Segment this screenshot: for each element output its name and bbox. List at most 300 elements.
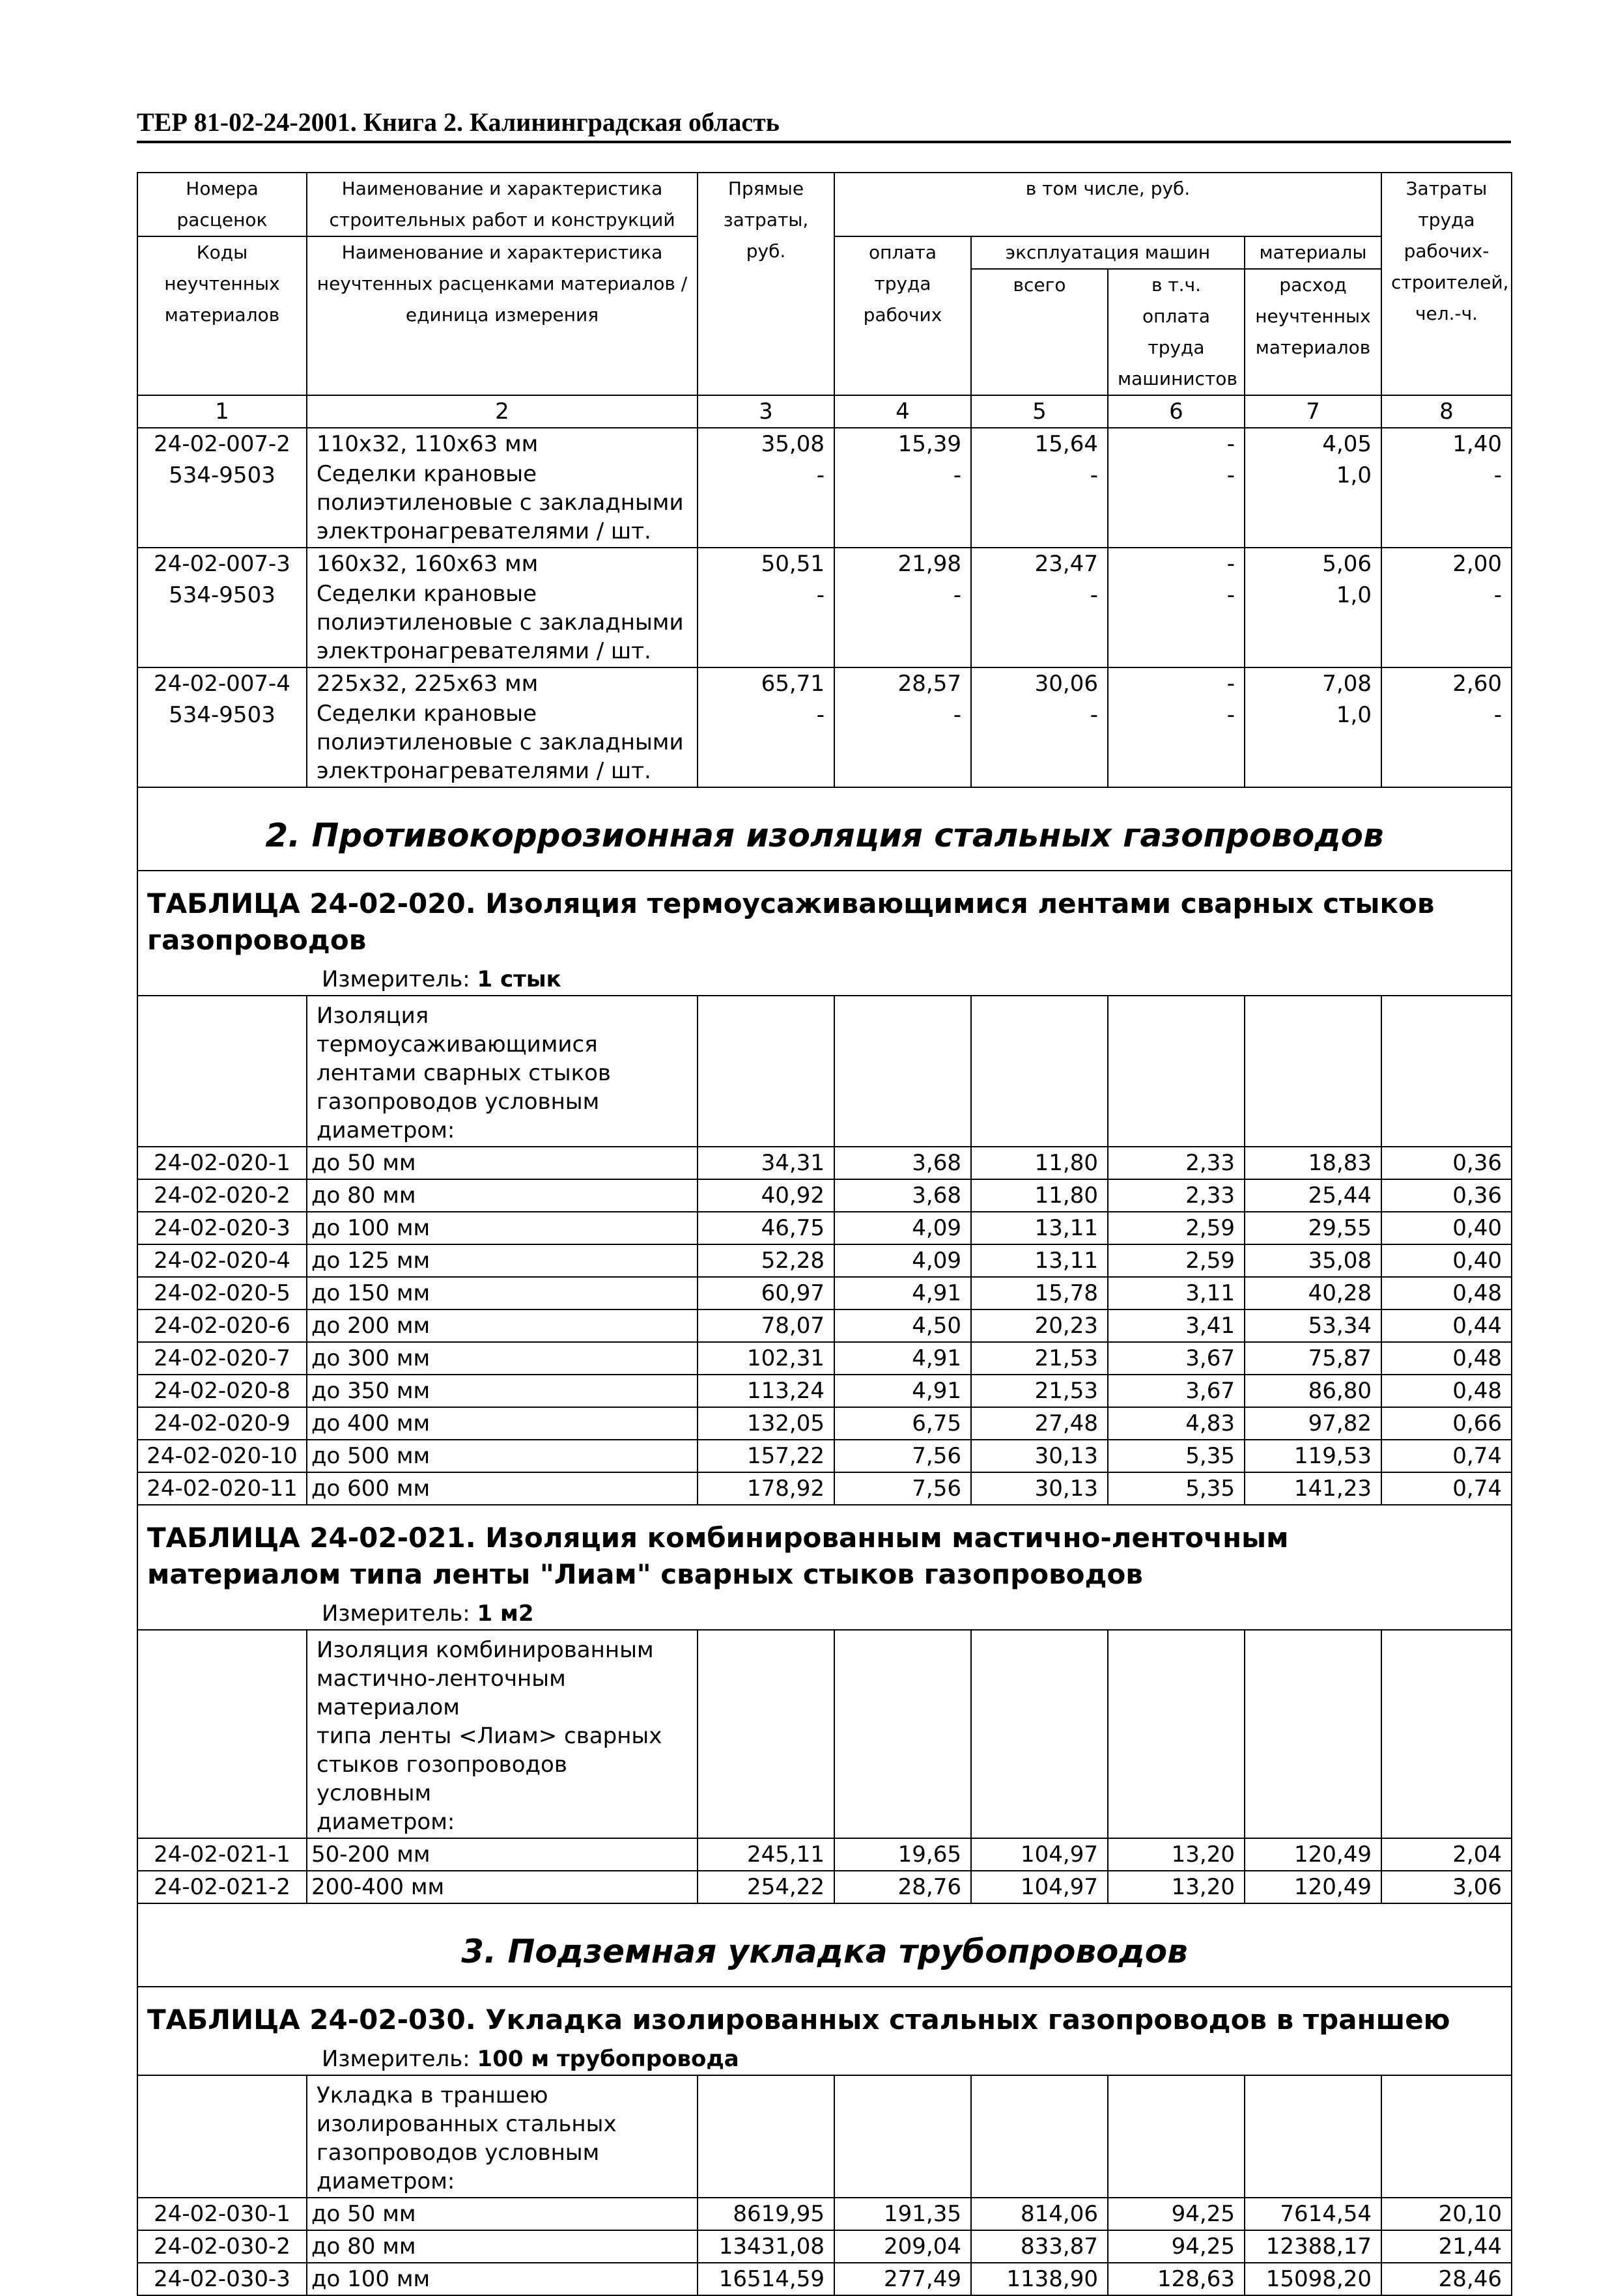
rate-value: 1,40 [1381,428,1512,460]
rate-value: 20,23 [971,1309,1108,1342]
rate-value: 4,09 [834,1212,971,1244]
rate-row [137,1440,1512,1472]
rate-value: 40,92 [698,1179,834,1212]
rate-value: 0,36 [1381,1179,1512,1212]
description-code-blank [137,996,307,1147]
header-mat-name: Наименование и характеристика неучтенных расценками материалов / единица измерения [307,236,698,395]
rate-row [137,1309,1512,1342]
rate-value: 1138,90 [971,2263,1108,2295]
header-direct: Прямые затраты, руб. [698,173,834,395]
rate-name: до 80 мм [307,1179,698,1212]
rate-value: 4,50 [834,1309,971,1342]
rate-value: 27,48 [971,1407,1108,1440]
table-title-line: ТАБЛИЦА 24-02-021. Изоляция комбинированным мастично-ленточным [147,1522,1289,1554]
rate-value: 18,83 [1245,1147,1381,1179]
rate-name: 50-200 мм [307,1838,698,1871]
rate-value: 13,20 [1108,1871,1245,1903]
rate-row [137,1342,1512,1375]
rate-value: 4,83 [1108,1407,1245,1440]
rate-value: 78,07 [698,1309,834,1342]
rate-value: 7614,54 [1245,2198,1381,2230]
rate-value: 30,06 [971,667,1108,699]
rate-value: 21,53 [971,1342,1108,1375]
rate-value: 3,68 [834,1179,971,1212]
rate-code: 24-02-020-2 [137,1179,307,1212]
rate-value: 2,59 [1108,1212,1245,1244]
material-value: 1,0 [1245,699,1381,787]
description-blank [1108,2075,1245,2198]
rate-code: 24-02-007-3 [137,548,307,580]
description-blank [971,2075,1108,2198]
rate-name: до 50 мм [307,2198,698,2230]
rate-value: 23,47 [971,548,1108,580]
rate-value: 2,33 [1108,1147,1245,1179]
description-blank [971,1630,1108,1838]
rate-value: 28,46 [1381,2263,1512,2295]
description-row [137,2075,1512,2198]
rate-value: 29,55 [1245,1212,1381,1244]
description-line: диаметром: [317,1117,455,1143]
material-value: - [1108,460,1245,548]
description-blank [971,996,1108,1147]
material-code: 534-9503 [137,699,307,787]
rate-value: 0,40 [1381,1212,1512,1244]
rate-name: до 200 мм [307,1309,698,1342]
rate-name: 160x32, 160x63 мм [307,548,698,580]
description-line: Укладка в траншею [317,2082,548,2108]
rate-value: 15,39 [834,428,971,460]
rate-code: 24-02-020-4 [137,1244,307,1277]
rate-row [137,1147,1512,1179]
description-blank [1245,996,1381,1147]
description-blank [1381,1630,1512,1838]
material-row [137,460,1512,548]
rate-value: 13,11 [971,1244,1108,1277]
description-blank [834,2075,971,2198]
table-title [147,1505,1502,1598]
rate-value: 7,56 [834,1472,971,1505]
rate-value: 11,80 [971,1179,1108,1212]
header-name: Наименование и характеристика строительных работ и конструкций [307,173,698,236]
header-materials: материалы [1245,236,1381,269]
measure-value: 1 стык [477,966,561,992]
header-labor: Затраты труда рабочих-строителей, чел.-ч. [1381,173,1512,395]
header-incl: в том числе, руб. [834,173,1381,236]
header-row-1 [137,173,1512,236]
description-code-blank [137,2075,307,2198]
section-title-row [137,1903,1512,1987]
rate-value: - [1108,428,1245,460]
table-title-line: газопроводов [147,924,367,956]
rate-value: 120,49 [1245,1838,1381,1871]
rate-value: 20,10 [1381,2198,1512,2230]
price-table [137,172,1512,2296]
rate-value: 0,48 [1381,1342,1512,1375]
rate-code: 24-02-020-1 [137,1147,307,1179]
rate-value: 4,91 [834,1342,971,1375]
rate-name: до 350 мм [307,1375,698,1407]
material-value: - [834,699,971,787]
material-value: - [1381,460,1512,548]
section-title-cell [137,787,1512,871]
description-blank [834,1630,971,1838]
description-cell [307,2075,698,2198]
rate-value: 4,05 [1245,428,1381,460]
rate-value: 2,00 [1381,548,1512,580]
description-line: газопроводов условным [317,2140,600,2166]
column-number: 2 [307,395,698,428]
material-value: - [1381,580,1512,667]
rate-value: 3,67 [1108,1342,1245,1375]
rate-value: 5,06 [1245,548,1381,580]
rate-code: 24-02-030-2 [137,2230,307,2263]
rate-name: до 400 мм [307,1407,698,1440]
material-value: - [1381,699,1512,787]
rate-code: 24-02-020-10 [137,1440,307,1472]
running-head: ТЕР 81-02-24-2001. Книга 2. Калининградская область [137,104,1511,143]
rate-value: 6,75 [834,1407,971,1440]
rate-value: 5,35 [1108,1472,1245,1505]
rate-value: 40,28 [1245,1277,1381,1309]
rate-name: до 50 мм [307,1147,698,1179]
description-cell [307,1630,698,1838]
rate-code: 24-02-021-2 [137,1871,307,1903]
rate-value: 35,08 [1245,1244,1381,1277]
description-line: типа ленты <Лиам> сварных [317,1723,662,1749]
rate-name: до 100 мм [307,2263,698,2295]
rate-value: 65,71 [698,667,834,699]
material-value: - [971,699,1108,787]
rate-name: 225x32, 225x63 мм [307,667,698,699]
description-row [137,996,1512,1147]
rate-code: 24-02-007-4 [137,667,307,699]
column-number: 6 [1108,395,1245,428]
rate-value: 104,97 [971,1838,1108,1871]
rate-value: 3,06 [1381,1871,1512,1903]
rate-value: 209,04 [834,2230,971,2263]
rate-value: 21,98 [834,548,971,580]
rate-value: 2,33 [1108,1179,1245,1212]
measure-value: 100 м трубопровода [477,2046,739,2072]
description-code-blank [137,1630,307,1838]
rate-name: до 125 мм [307,1244,698,1277]
material-name [307,580,698,667]
header-materials-unaccounted: расход неучтенных материалов [1245,269,1381,395]
rate-value: 21,53 [971,1375,1108,1407]
description-blank [1381,2075,1512,2198]
rate-code: 24-02-020-9 [137,1407,307,1440]
material-name-line: полиэтиленовые с закладными [317,609,684,636]
rate-code: 24-02-007-2 [137,428,307,460]
rate-name: до 80 мм [307,2230,698,2263]
rate-value: 0,40 [1381,1244,1512,1277]
material-value: - [1108,699,1245,787]
rate-code: 24-02-020-8 [137,1375,307,1407]
rate-value: 11,80 [971,1147,1108,1179]
material-name-line: Седелки крановые [317,701,537,727]
rate-value: 7,56 [834,1440,971,1472]
column-number: 1 [137,395,307,428]
rate-value: 21,44 [1381,2230,1512,2263]
column-number: 8 [1381,395,1512,428]
rate-value: 277,49 [834,2263,971,2295]
material-name-line: полиэтиленовые с закладными [317,729,684,755]
description-blank [1108,996,1245,1147]
rate-value: 13,11 [971,1212,1108,1244]
section-title: 2. Противокоррозионная изоляция стальных газопроводов [265,817,1384,854]
rate-value: 7,08 [1245,667,1381,699]
material-value: 1,0 [1245,580,1381,667]
rate-value: 30,13 [971,1440,1108,1472]
header-wages: оплата труда рабочих [834,236,971,395]
rate-value: 50,51 [698,548,834,580]
rate-value: 46,75 [698,1212,834,1244]
rate-name: до 300 мм [307,1342,698,1375]
rate-value: 128,63 [1108,2263,1245,2295]
rate-name: до 100 мм [307,1212,698,1244]
header-machines-total: всего [971,269,1108,395]
rate-value: 2,60 [1381,667,1512,699]
rate-name: до 500 мм [307,1440,698,1472]
material-name-line: Седелки крановые [317,581,537,607]
description-blank [698,1630,834,1838]
rate-row [137,1277,1512,1309]
rate-value: 2,04 [1381,1838,1512,1871]
material-code: 534-9503 [137,580,307,667]
rate-value: 28,57 [834,667,971,699]
description-line: диаметром: [317,1809,455,1835]
rate-name: до 600 мм [307,1472,698,1505]
rate-value: 0,74 [1381,1472,1512,1505]
rate-row [137,2230,1512,2263]
section-title-cell [137,1903,1512,1987]
rate-value: 3,68 [834,1147,971,1179]
table-title [147,871,1502,964]
description-line: изолированных стальных [317,2111,617,2137]
header-machines-wages: в т.ч. оплата труда машинистов [1108,269,1245,395]
rate-value: 13431,08 [698,2230,834,2263]
rate-value: 53,34 [1245,1309,1381,1342]
measure-line [147,964,1502,995]
table-title [147,1987,1502,2043]
description-line: газопроводов условным [317,1089,600,1115]
rate-code: 24-02-020-11 [137,1472,307,1505]
rate-value: 157,22 [698,1440,834,1472]
rate-value: 3,67 [1108,1375,1245,1407]
measure-line [147,2043,1502,2075]
rate-name: до 150 мм [307,1277,698,1309]
rate-value: 16514,59 [698,2263,834,2295]
material-name-line: полиэтиленовые с закладными [317,490,684,516]
material-name [307,460,698,548]
rate-value: - [1108,667,1245,699]
table-title-row [137,871,1512,996]
rate-value: 15,78 [971,1277,1108,1309]
material-name-line: электронагревателями / шт. [317,518,651,544]
measure-label: Измеритель: [322,966,470,992]
rate-value: 3,11 [1108,1277,1245,1309]
description-line: стыков гозопроводов условным [317,1752,567,1806]
rate-code: 24-02-030-3 [137,2263,307,2295]
rate-value: 34,31 [698,1147,834,1179]
description-line: лентами сварных стыков [317,1060,611,1086]
rate-value: 86,80 [1245,1375,1381,1407]
material-row [137,580,1512,667]
rate-value: 0,48 [1381,1375,1512,1407]
rate-name: 200-400 мм [307,1871,698,1903]
description-line: Изоляция комбинированным [317,1637,654,1663]
description-blank [698,996,834,1147]
material-value: - [698,699,834,787]
rate-row [137,2198,1512,2230]
rate-value: 0,74 [1381,1440,1512,1472]
rate-row [137,428,1512,460]
rate-value: 113,24 [698,1375,834,1407]
rate-row [137,1472,1512,1505]
material-value: 1,0 [1245,460,1381,548]
measure-line [147,1598,1502,1629]
rate-value: 8619,95 [698,2198,834,2230]
column-numbers-row [137,395,1512,428]
rate-value: 119,53 [1245,1440,1381,1472]
rate-value: 254,22 [698,1871,834,1903]
rate-value: 0,48 [1381,1277,1512,1309]
table-title-cell [137,1987,1512,2075]
rate-row [137,1407,1512,1440]
rate-value: 3,41 [1108,1309,1245,1342]
column-number: 4 [834,395,971,428]
material-value: - [698,460,834,548]
rate-value: 4,91 [834,1375,971,1407]
rate-value: 97,82 [1245,1407,1381,1440]
rate-row [137,667,1512,699]
rate-value: 0,36 [1381,1147,1512,1179]
material-name [307,699,698,787]
header-machines: эксплуатация машин [971,236,1245,269]
rate-value: 132,05 [698,1407,834,1440]
material-value: - [971,460,1108,548]
rate-code: 24-02-030-1 [137,2198,307,2230]
rate-row [137,1838,1512,1871]
material-value: - [971,580,1108,667]
rate-value: 2,59 [1108,1244,1245,1277]
rate-code: 24-02-020-6 [137,1309,307,1342]
rate-value: 94,25 [1108,2230,1245,2263]
rate-value: - [1108,548,1245,580]
table-title-row [137,1987,1512,2075]
description-blank [698,2075,834,2198]
rate-value: 245,11 [698,1838,834,1871]
material-name-line: Седелки крановые [317,461,537,487]
rate-row [137,2263,1512,2295]
table-title-row [137,1505,1512,1630]
rate-value: 35,08 [698,428,834,460]
rate-code: 24-02-020-3 [137,1212,307,1244]
rate-value: 0,44 [1381,1309,1512,1342]
measure-value: 1 м2 [477,1601,534,1627]
header-mat-codes: Коды неучтенных материалов [137,236,307,395]
description-blank [834,996,971,1147]
material-row [137,699,1512,787]
header-codes: Номера расценок [137,173,307,236]
material-value: - [1108,580,1245,667]
rate-value: 15,64 [971,428,1108,460]
rate-value: 814,06 [971,2198,1108,2230]
rate-code: 24-02-020-7 [137,1342,307,1375]
material-value: - [698,580,834,667]
measure-label: Измеритель: [322,1601,470,1627]
rate-row [137,1871,1512,1903]
column-number: 5 [971,395,1108,428]
rate-name: 110x32, 110x63 мм [307,428,698,460]
rate-row [137,548,1512,580]
rate-value: 5,35 [1108,1440,1245,1472]
table-title-cell [137,1505,1512,1630]
material-name-line: электронагревателями / шт. [317,758,651,784]
rate-value: 104,97 [971,1871,1108,1903]
rate-value: 75,87 [1245,1342,1381,1375]
rate-value: 102,31 [698,1342,834,1375]
table-title-cell [137,871,1512,996]
rate-value: 833,87 [971,2230,1108,2263]
section-title-row [137,787,1512,871]
rate-value: 141,23 [1245,1472,1381,1505]
table-title-line: материалом типа ленты "Лиам" сварных стыков газопроводов [147,1558,1143,1590]
rate-value: 30,13 [971,1472,1108,1505]
material-name-line: электронагревателями / шт. [317,638,651,664]
rate-value: 4,09 [834,1244,971,1277]
description-line: мастично-ленточным материалом [317,1666,566,1720]
rate-value: 25,44 [1245,1179,1381,1212]
rate-value: 28,76 [834,1871,971,1903]
material-value: - [834,580,971,667]
material-code: 534-9503 [137,460,307,548]
description-blank [1108,1630,1245,1838]
table-title-line: ТАБЛИЦА 24-02-030. Укладка изолированных стальных газопроводов в траншею [147,2004,1450,2036]
rate-value: 120,49 [1245,1871,1381,1903]
description-blank [1381,996,1512,1147]
rate-value: 15098,20 [1245,2263,1381,2295]
rate-value: 12388,17 [1245,2230,1381,2263]
rate-code: 24-02-021-1 [137,1838,307,1871]
description-blank [1245,2075,1381,2198]
rate-code: 24-02-020-5 [137,1277,307,1309]
rate-value: 52,28 [698,1244,834,1277]
rate-row [137,1375,1512,1407]
description-row [137,1630,1512,1838]
rate-value: 60,97 [698,1277,834,1309]
description-line: Изоляция термоусаживающимися [317,1003,598,1057]
column-number: 3 [698,395,834,428]
description-blank [1245,1630,1381,1838]
rate-value: 19,65 [834,1838,971,1871]
page [137,104,1511,2296]
rate-row [137,1179,1512,1212]
section-title: 3. Подземная укладка трубопроводов [461,1933,1188,1970]
rate-value: 178,92 [698,1472,834,1505]
material-value: - [834,460,971,548]
rate-value: 0,66 [1381,1407,1512,1440]
rate-value: 4,91 [834,1277,971,1309]
rate-value: 191,35 [834,2198,971,2230]
description-line: диаметром: [317,2168,455,2194]
measure-label: Измеритель: [322,2046,470,2072]
rate-row [137,1244,1512,1277]
rate-row [137,1212,1512,1244]
rate-value: 94,25 [1108,2198,1245,2230]
rate-value: 13,20 [1108,1838,1245,1871]
table-title-line: ТАБЛИЦА 24-02-020. Изоляция термоусаживающимися лентами сварных стыков [147,888,1435,919]
